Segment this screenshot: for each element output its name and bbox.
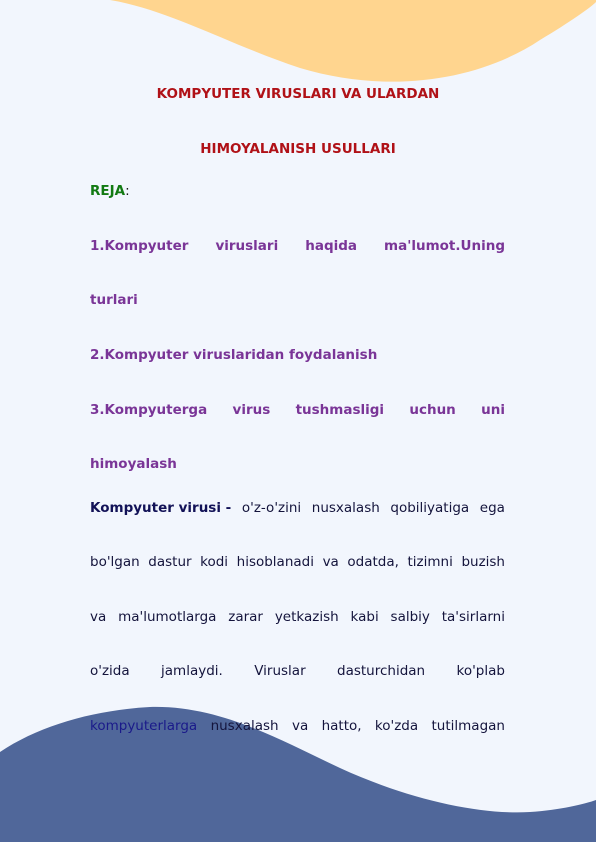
document-title-line-2: HIMOYALANISH USULLARI [200, 141, 396, 157]
body-word: odatda, [347, 554, 399, 570]
plan-item-3-word: 3.Kompyuterga [90, 402, 208, 418]
plan-item-3-word: tushmasligi [295, 402, 385, 418]
plan-item-3 [90, 401, 505, 419]
body-paragraph-line-5 [90, 717, 505, 735]
body-paragraph-line-1 [90, 499, 505, 517]
body-word: o'zida [90, 663, 130, 679]
body-word: kompyuterlarga [90, 718, 198, 734]
body-word: kodi [200, 554, 229, 570]
plan-item-1-word: ma'lumot.Uning [384, 238, 505, 254]
body-word: buzish [461, 554, 505, 570]
body-word: ko'plab [456, 663, 505, 679]
body-word: va [322, 554, 339, 570]
body-word: ta'sirlarni [441, 609, 505, 625]
body-word: kabi [350, 609, 379, 625]
body-word: hisoblanadi [236, 554, 314, 570]
plan-item-3-continuation: himoyalash [90, 456, 177, 472]
plan-heading: REJA [90, 183, 126, 199]
body-word: yetkazish [274, 609, 339, 625]
plan-item-3-word: virus [232, 402, 271, 418]
body-word: dasturchidan [337, 663, 426, 679]
body-word: qobiliyatiga [390, 500, 470, 516]
document-title-line-1: KOMPYUTER VIRUSLARI VA ULARDAN [156, 86, 440, 102]
body-word: dastur [148, 554, 192, 570]
body-word: salbiy [390, 609, 430, 625]
body-word: ega [479, 500, 505, 516]
body-word: tutilmagan [431, 718, 505, 734]
body-word: Viruslar [254, 663, 306, 679]
body-word: va [291, 718, 309, 734]
body-paragraph-line-3 [90, 608, 505, 626]
plan-item-2: 2.Kompyuter viruslaridan foydalanish [90, 347, 378, 363]
body-word: hatto, [321, 718, 362, 734]
body-word: zarar [228, 609, 263, 625]
term-definition-heading: Kompyuter virusi - [90, 500, 232, 516]
plan-item-1-continuation: turlari [90, 292, 138, 308]
plan-item-3-word: uchun [409, 402, 456, 418]
plan-item-1-word: 1.Kompyuter [90, 238, 189, 254]
body-word: nusxalash [311, 500, 380, 516]
body-word: bo'lgan [90, 554, 140, 570]
plan-item-1-word: haqida [305, 238, 358, 254]
plan-heading-row [90, 182, 505, 200]
plan-item-1-word: viruslari [215, 238, 279, 254]
plan-heading-colon: : [125, 183, 130, 199]
body-word: va [90, 609, 107, 625]
body-word: ma'lumotlarga [118, 609, 217, 625]
body-word: o'z-o'zini [241, 500, 302, 516]
body-word: ko'zda [374, 718, 419, 734]
body-word: nusxalash [210, 718, 279, 734]
body-paragraph-line-2 [90, 553, 505, 571]
body-paragraph-line-4 [90, 662, 505, 680]
body-word: jamlaydi. [161, 663, 223, 679]
body-word: tizimni [407, 554, 453, 570]
plan-item-3-word: uni [481, 402, 505, 418]
plan-item-1 [90, 237, 505, 255]
